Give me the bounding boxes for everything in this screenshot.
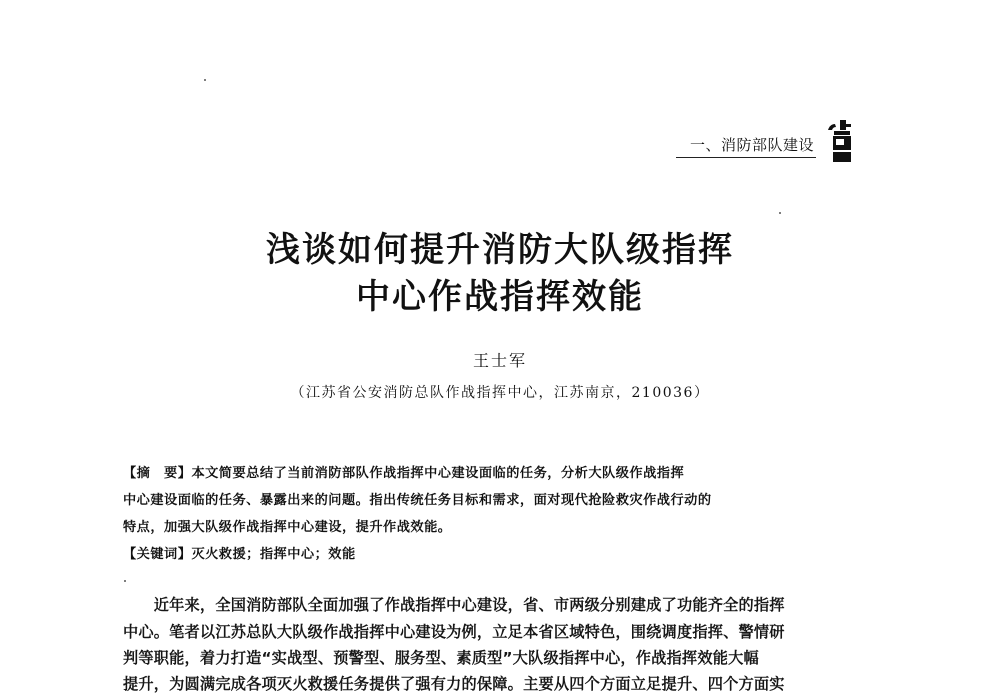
section-header: 一、消防部队建设 <box>689 136 814 154</box>
title-line-2: 中心作战指挥效能 <box>356 277 644 317</box>
body-line-4: 提升，为圆满完成各项灭火救援任务提供了强有力的保障。主要从四个方面立足提升、四个方面实 <box>123 675 785 693</box>
body-line-1: 近年来，全国消防部队全面加强了作战指挥中心建设，省、市两级分别建成了功能齐全的指挥 <box>123 596 785 614</box>
abstract-line-3: 特点，加强大队级作战指挥中心建设，提升作战效能。 <box>123 520 452 535</box>
keywords-text: 灭火救援；指挥中心；效能 <box>191 547 356 562</box>
section-underline <box>676 157 816 158</box>
keywords-label: 【关键词】 <box>123 547 192 562</box>
affiliation: （江苏省公安消防总队作战指挥中心，江苏南京，210036） <box>290 385 710 401</box>
body-line-2: 中心。笔者以江苏总队大队级作战指挥中心建设为例，立足本省区域特色，围绕调度指挥、警情研 <box>123 623 785 641</box>
abstract-text-1: 本文简要总结了当前消防部队作战指挥中心建设面临的任务，分析大队级作战指挥 <box>191 466 685 481</box>
body-line-3: 判等职能，着力打造“实战型、预警型、服务型、素质型”大队级指挥中心，作战指挥效能大幅 <box>123 649 759 667</box>
abstract-label: 【摘 要】 <box>123 466 192 481</box>
author: 王士军 <box>472 351 527 370</box>
scan-speck <box>779 212 781 214</box>
scan-speck <box>204 79 206 81</box>
fire-extinguisher-icon <box>824 118 854 164</box>
keywords-line <box>123 543 356 562</box>
title-line-1: 浅谈如何提升消防大队级指挥 <box>266 230 734 270</box>
abstract-line-1 <box>123 462 684 481</box>
scan-speck <box>124 580 126 582</box>
abstract-line-2: 中心建设面临的任务、暴露出来的问题。指出传统任务目标和需求，面对现代抢险救灾作战行动的 <box>123 493 712 508</box>
